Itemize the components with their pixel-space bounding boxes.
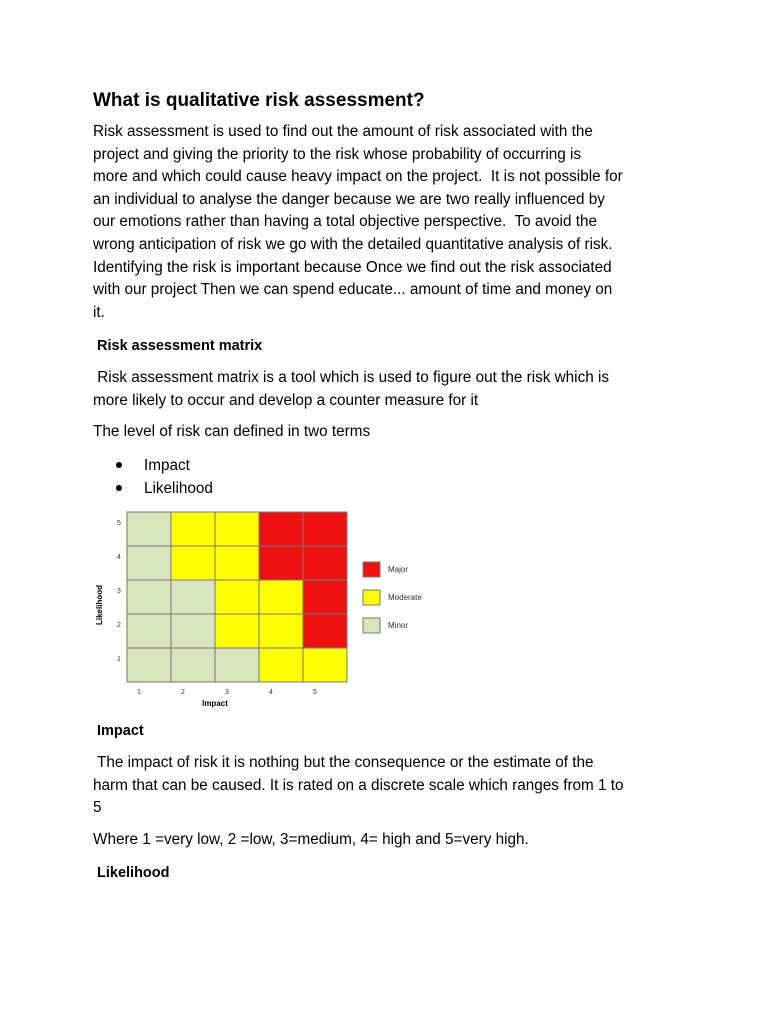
matrix-line: Risk assessment matrix is a tool which is used to figure out the risk which is [93,369,610,386]
y-tick-label: 4 [117,554,121,561]
y-tick-label: 2 [117,622,121,629]
matrix-cell [303,546,347,580]
y-axis-label: Likelihood [95,585,104,625]
matrix-cell [171,614,215,648]
matrix-cell [259,512,303,546]
impact-line: The impact of risk it is nothing but the consequence or the estimate of the [93,754,594,771]
matrix-cell [303,648,347,682]
matrix-paragraph [93,367,683,412]
matrix-cell [303,614,347,648]
intro-line: Risk assessment is used to find out the amount of risk associated with the [93,123,593,140]
matrix-cell [259,614,303,648]
x-tick-label: 5 [313,689,317,696]
where-text: Where 1 =very low, 2 =low, 3=medium, 4= high and 5=very high. [93,831,529,848]
impact-paragraph [93,752,683,820]
intro-paragraph [93,121,683,324]
bullet-label: Likelihood [144,480,213,497]
legend-swatch [363,590,380,605]
x-tick-label: 1 [137,689,141,696]
matrix-cell [171,512,215,546]
bullet-item-likelihood [116,477,213,500]
y-tick-label: 5 [117,520,121,527]
matrix-cell [127,648,171,682]
matrix-cell [171,648,215,682]
matrix-cell [303,512,347,546]
y-tick-label: 1 [117,656,121,663]
matrix-cell [127,614,171,648]
legend-label: Major [388,565,409,574]
impact-line: 5 [93,799,102,817]
intro-line: our emotions rather than having a total objective perspective. To avoid the [93,213,597,231]
matrix-heading: Risk assessment matrix [97,338,263,354]
intro-line: with our project Then we can spend educate... amount of time and money on [93,281,613,299]
x-tick-label: 4 [269,689,273,696]
matrix-cell [259,546,303,580]
impact-heading: Impact [97,723,144,739]
matrix-cell [259,580,303,614]
matrix-cell [215,512,259,546]
x-tick-label: 2 [181,689,185,696]
likelihood-heading: Likelihood [97,865,170,881]
matrix-cell [215,546,259,580]
x-tick-label: 3 [225,689,229,696]
matrix-cell [171,546,215,580]
legend-label: Minor [388,621,409,630]
matrix-cell [171,580,215,614]
matrix-cell [303,580,347,614]
bullet-list [116,454,213,500]
matrix-cell [259,648,303,682]
matrix-cell [215,614,259,648]
intro-line: an individual to analyse the danger because we are two really influenced by [93,190,605,208]
intro-line: it. [93,303,105,321]
bullet-label: Impact [144,457,190,474]
legend-swatch [363,618,380,633]
matrix-cell [215,648,259,682]
x-axis-label: Impact [202,699,228,708]
intro-line: Identifying the risk is important because Once we find out the risk associated [93,258,612,276]
matrix-cell [127,580,171,614]
level-text: The level of risk can defined in two terms [93,423,371,440]
bullet-icon [116,485,122,491]
legend-label: Moderate [388,593,422,602]
bullet-icon [116,462,122,468]
risk-matrix-chart [88,505,448,713]
matrix-cell [127,512,171,546]
matrix-cell [215,580,259,614]
matrix-line: more likely to occur and develop a counter measure for it [93,391,479,409]
legend-swatch [363,562,380,577]
intro-line: wrong anticipation of risk we go with the detailed quantitative analysis of risk. [93,235,613,253]
intro-line: project and giving the priority to the risk whose probability of occurring is [93,145,582,163]
matrix-cell [127,546,171,580]
bullet-item-impact [116,454,213,477]
y-tick-label: 3 [117,588,121,595]
intro-line: more and which could cause heavy impact on the project. It is not possible for [93,168,623,186]
page-title: What is qualitative risk assessment? [93,90,425,111]
impact-line: harm that can be caused. It is rated on a discrete scale which ranges from 1 to [93,776,624,794]
